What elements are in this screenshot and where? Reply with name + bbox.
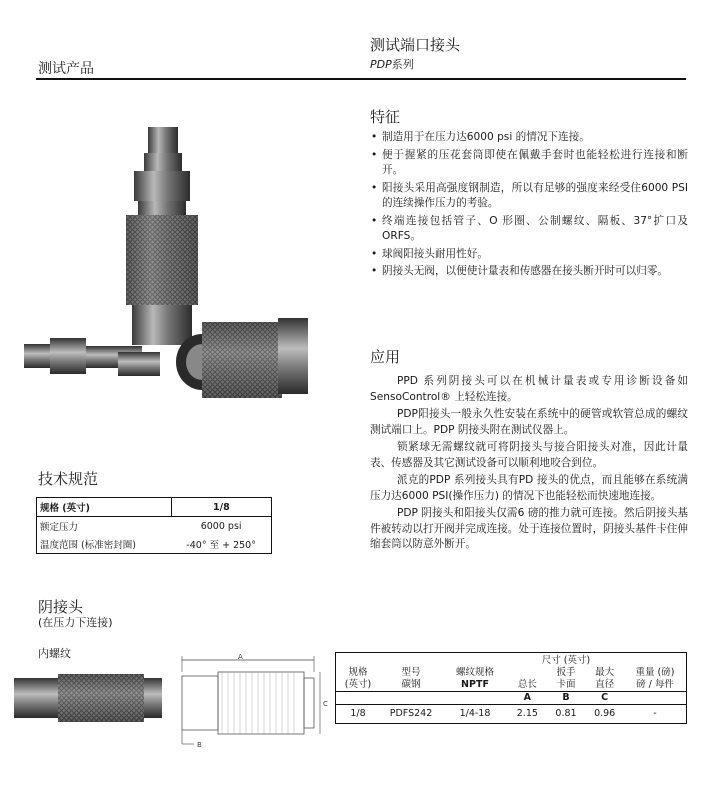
- cell-c: 0.96: [594, 708, 616, 719]
- drawing-label-b: B: [197, 741, 202, 749]
- female-title: 阴接头: [38, 598, 84, 616]
- paragraph: 锁紧球无需螺纹就可将阴接头与接合阳接头对准，因此计量表、传感器及其它测试设备可以顺利地咬合到位。: [370, 441, 688, 469]
- coupling-photo: [20, 122, 310, 412]
- table-subheader-row: [336, 692, 687, 705]
- specs-col-value: 1/8: [171, 498, 271, 517]
- spec-label: 额定压力: [40, 522, 79, 533]
- paragraph: 派克的PDP 系列接头具有PD 接头的优点，而且能够在系统满压力达6000 PSI(操作压力) 的情况下也能轻松而快速地连接。: [370, 474, 688, 502]
- paragraph: PDP 阴接头和阳接头仅需6 磅的推力就可连接。然后阴接头基件被转动以打开阀并完成连接。处于连接位置时，阴接头基件卡住伸缩套筒以防意外断开。: [370, 507, 688, 550]
- applications-text: [370, 374, 688, 555]
- drawing-label-a: A: [238, 653, 243, 661]
- drawing-label-c: C: [323, 700, 328, 708]
- col-weight: 重量 (磅) 磅 / 每件: [635, 667, 675, 690]
- col-maxdia: 最大 直径: [595, 667, 615, 690]
- list-item: • 终端连接包括管子、O 形圈、公制螺纹、隔板、37°扩口及 ORFS。: [370, 214, 688, 245]
- col-c: C: [585, 692, 624, 705]
- list-item: • 阳接头采用高强度钢制造，所以有足够的强度来经受住6000 PSI的连续操作压力的考验。: [370, 181, 688, 212]
- female-subtitle: (在压力下连接): [38, 616, 113, 629]
- thread-label: 内螺纹: [38, 647, 71, 660]
- col-size: 规格 (英寸): [344, 667, 372, 690]
- cell-model: PDFS242: [389, 708, 433, 719]
- list-item: • 阴接头无阀，以便使计量表和传感器在接头断开时可以归零。: [370, 264, 688, 280]
- dimensions-table: [335, 652, 687, 724]
- col-model: 型号 碳钢: [401, 667, 421, 690]
- features-heading: 特征: [370, 108, 401, 126]
- spec-label: 温度范围 (标准密封圈): [40, 540, 136, 551]
- col-length: 总长: [517, 679, 537, 690]
- features-list: [370, 130, 688, 282]
- list-item: • 便于握紧的压花套筒即使在佩戴手套时也能轻松进行连接和断开。: [370, 148, 688, 179]
- cell-thread: 1/4-18: [459, 708, 491, 719]
- cell-b: 0.81: [555, 708, 577, 719]
- table-row: [37, 517, 272, 536]
- specs-table: [36, 497, 272, 554]
- paragraph: PDP阳接头一般永久性安装在系统中的硬管或软管总成的螺纹测试端口上。PDP 阴接头附在测试仪器上。: [370, 408, 688, 436]
- applications-heading: 应用: [370, 348, 401, 366]
- dim-group-header: 尺寸 (英寸): [541, 655, 591, 666]
- specs-heading: 技术规范: [38, 470, 99, 488]
- cell-size: 1/8: [350, 708, 366, 719]
- dimension-drawing: [172, 652, 332, 752]
- col-a: A: [508, 692, 547, 705]
- col-wrench: 扳手 卡面: [556, 667, 576, 690]
- list-item: • 制造用于在压力达6000 psi 的情况下连接。: [370, 130, 688, 146]
- list-item: • 球阀阳接头耐用性好。: [370, 247, 688, 263]
- spec-value: 6000 psi: [200, 520, 242, 532]
- table-row: [336, 705, 687, 724]
- col-thread: 螺纹规格 NPTF: [455, 667, 494, 690]
- table-row: [37, 535, 272, 554]
- col-b: B: [547, 692, 586, 705]
- specs-col-size: 规格 (英寸): [37, 498, 172, 517]
- header-rule: [36, 78, 686, 80]
- cell-a: 2.15: [516, 708, 538, 719]
- section-label: 测试产品: [38, 61, 94, 77]
- paragraph: PPD 系列阴接头可以在机械计量表或专用诊断设备如SensoControl® 上轻松连接。: [370, 375, 688, 403]
- female-coupling-photo: [14, 668, 164, 728]
- cell-weight: -: [653, 708, 657, 719]
- table-header-row: [336, 653, 687, 668]
- page-title: 测试端口接头: [370, 36, 461, 54]
- spec-value: -40° 至 + 250°: [186, 540, 256, 551]
- series-subtitle: PDP系列: [370, 58, 414, 71]
